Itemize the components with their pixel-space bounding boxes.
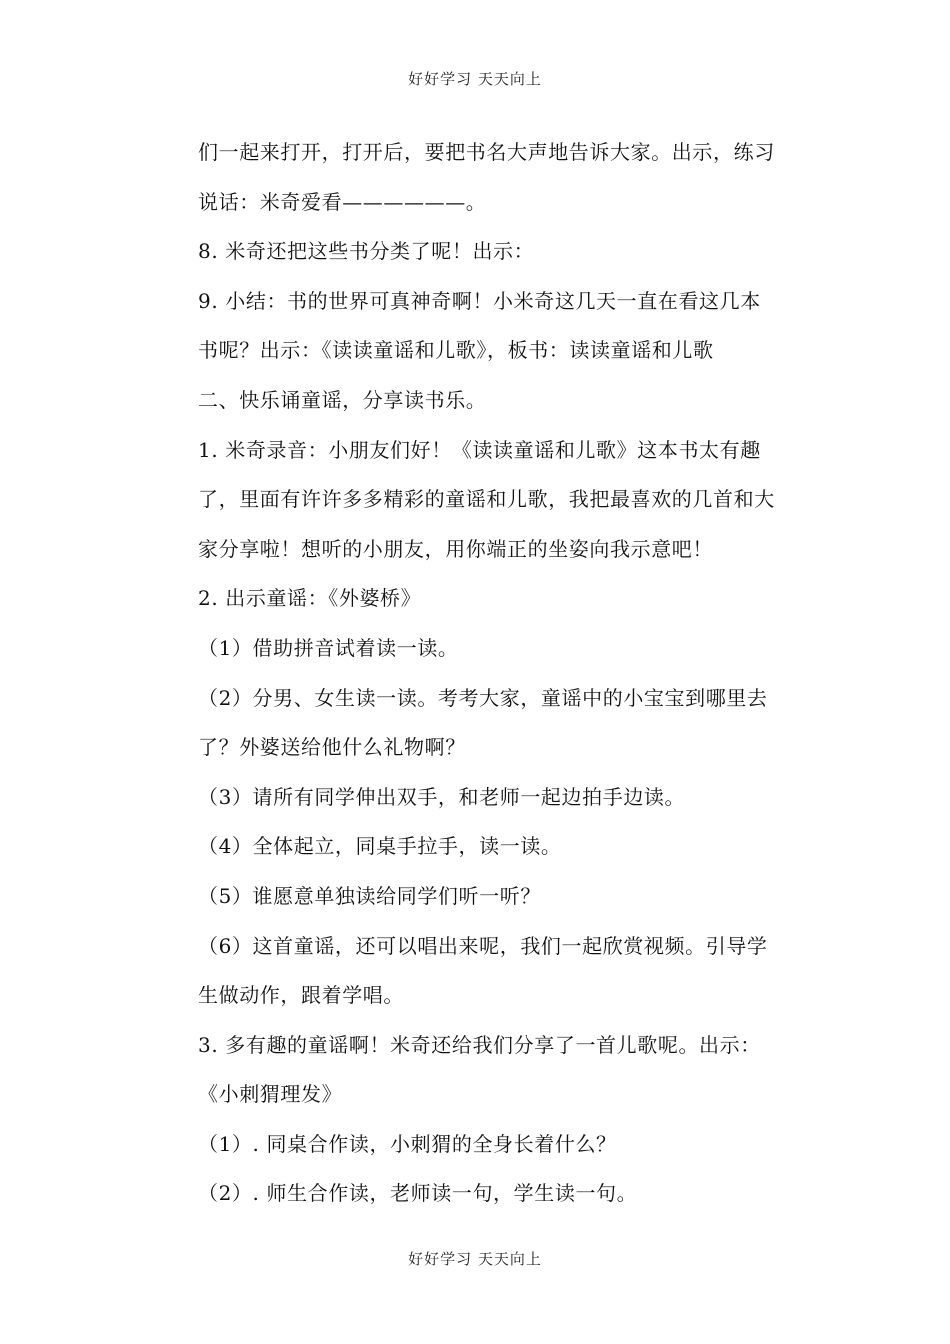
text-line: 9. 小结：书的世界可真神奇啊！小米奇这几天一直在看这几本 (198, 288, 761, 313)
text-line: 8. 米奇还把这些书分类了呢！出示： (198, 239, 535, 264)
text-line: （6）这首童谣，还可以唱出来呢，我们一起欣赏视频。引导学 (198, 933, 768, 958)
text-line: （2）. 师生合作读，老师读一句，学生读一句。 (198, 1181, 638, 1206)
text-line: 说话：米奇爱看——————。 (198, 189, 487, 214)
text-line: 2. 出示童谣：《外婆桥》 (198, 586, 422, 611)
text-line: （3）请所有同学伸出双手，和老师一起边拍手边读。 (198, 784, 686, 809)
text-line: 3. 多有趣的童谣啊！米奇还给我们分享了一首儿歌呢。出示： (198, 1032, 761, 1057)
page-footer: 好好学习 天天向上 (408, 1250, 542, 1268)
document-body (198, 134, 818, 1225)
text-line: （1）借助拼音试着读一读。 (198, 635, 459, 660)
text-line: （2）分男、女生读一读。考考大家，童谣中的小宝宝到哪里去 (198, 685, 768, 710)
text-line: 《小刺猬理发》 (198, 1082, 343, 1107)
text-line: 家分享啦！想听的小朋友，用你端正的坐姿向我示意吧！ (198, 536, 713, 561)
text-line: 了，里面有许许多多精彩的童谣和儿歌，我把最喜欢的几首和大 (198, 487, 775, 512)
text-line: （1）. 同桌合作读，小刺猬的全身长着什么？ (198, 1131, 617, 1156)
text-line: 生做动作，跟着学唱。 (198, 983, 404, 1008)
text-line: （5）谁愿意单独读给同学们听一听？ (198, 883, 541, 908)
text-line: 们一起来打开，打开后，要把书名大声地告诉大家。出示，练习 (198, 140, 775, 164)
text-line: 了？外婆送给他什么礼物啊？ (198, 735, 466, 760)
page-header: 好好学习 天天向上 (408, 70, 542, 88)
text-line: 书呢？出示：《读读童谣和儿歌》，板书：读读童谣和儿歌 (198, 338, 714, 363)
text-line: 1. 米奇录音：小朋友们好！《读读童谣和儿歌》这本书太有趣 (198, 437, 761, 462)
text-line: （4）全体起立，同桌手拉手，读一读。 (198, 834, 562, 859)
section-heading: 二、快乐诵童谣，分享读书乐。 (198, 387, 487, 412)
